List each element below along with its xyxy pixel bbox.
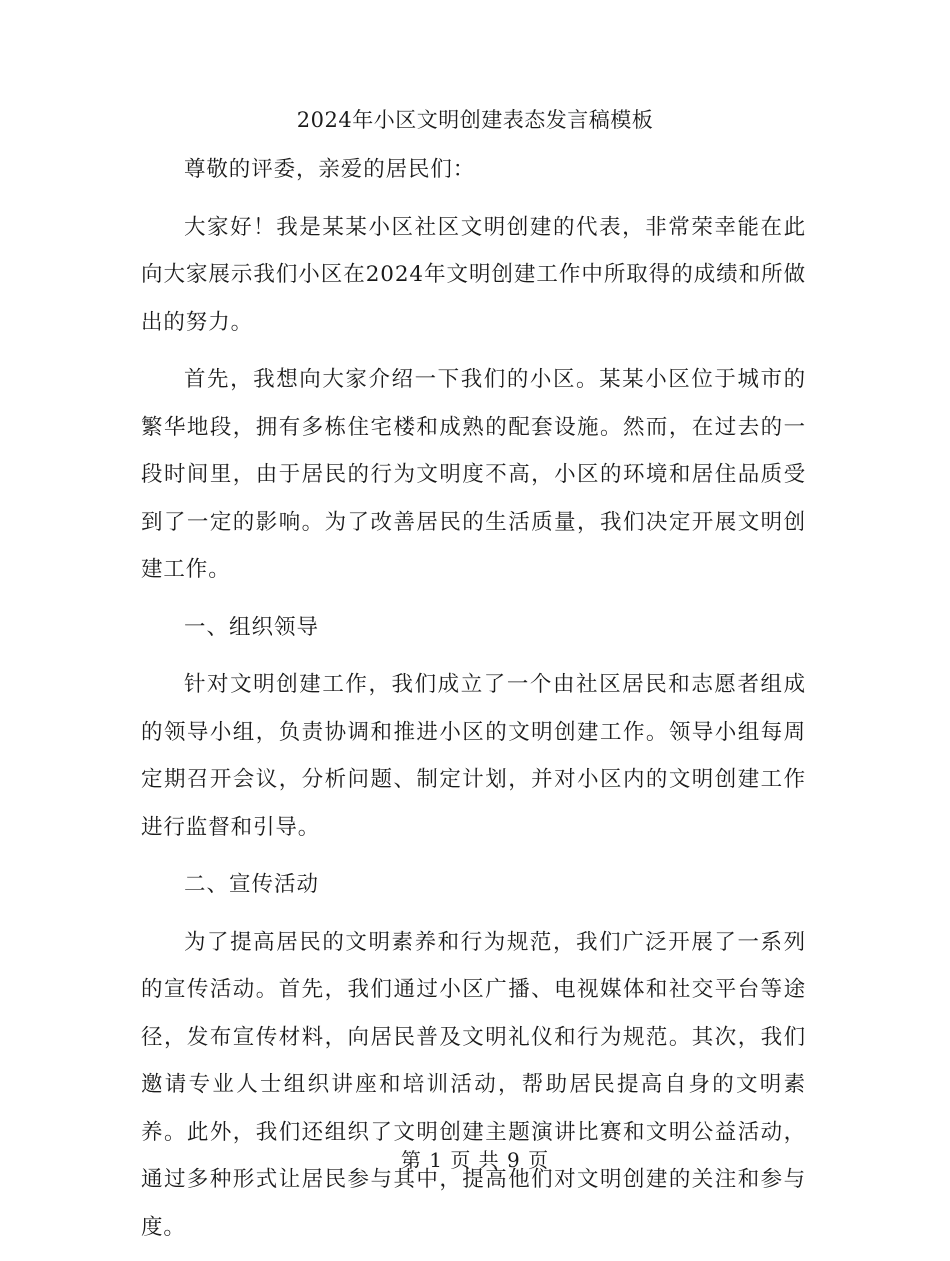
organization-paragraph: 针对文明创建工作，我们成立了一个由社区居民和志愿者组成的领导小组，负责协调和推进小区的文明创建工作。领导小组每周定期召开会议，分析问题、制定计划，并对小区内的文明创建工作进行监督和引导。	[141, 672, 806, 840]
document-title: 2024年小区文明创建表态发言稿模板	[296, 108, 654, 132]
salutation-paragraph: 尊敬的评委，亲爱的居民们：	[184, 157, 476, 182]
section-heading-publicity: 二、宣传活动	[184, 872, 320, 897]
page-number-footer: 第 1 页 共 9 页	[400, 1148, 550, 1172]
publicity-paragraph: 为了提高居民的文明素养和行为规范，我们广泛开展了一系列的宣传活动。首先，我们通过小区广播、电视媒体和社交平台等途径，发布宣传材料，向居民普及文明礼仪和行为规范。其次，我们邀请专业人士组织讲座和培训活动，帮助居民提高自身的文明素养。此外，我们还组织了文明创建主题演讲比赛和文明公益活动，通过多种形式让居民参与其中，提高他们对文明创建的关注和参与度。	[141, 929, 806, 1240]
document-body	[141, 146, 806, 1261]
greeting-paragraph: 大家好！我是某某小区社区文明创建的代表，非常荣幸能在此向大家展示我们小区在2024年文明创建工作中所取得的成绩和所做出的努力。	[141, 214, 806, 335]
section-heading-organization: 一、组织领导	[184, 614, 320, 640]
introduction-paragraph: 首先，我想向大家介绍一下我们的小区。某某小区位于城市的繁华地段，拥有多栋住宅楼和成熟的配套设施。然而，在过去的一段时间里，由于居民的行为文明度不高，小区的环境和居住品质受到了一定的影响。为了改善居民的生活质量，我们决定开展文明创建工作。	[141, 367, 806, 582]
